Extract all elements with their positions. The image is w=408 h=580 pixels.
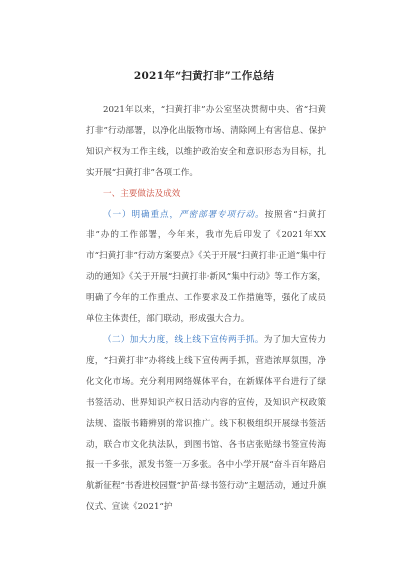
paragraph-1-lead-emphasis: 严密部署专项行动。 — [179, 209, 265, 220]
paragraph-1 — [86, 205, 326, 330]
paragraph-2-text: 为了加大宣传力度，“扫黄打非”办将线上线下宣传两手抓，营造浓厚氛围，净化文化市场。充分利用网络媒体平台，在新媒体平台进行了绿书签活动、世界知识产权日活动内容的宣传，及知识产权政策法规、盗版书籍辨别的常识推广。线下积极组织开展绿书签活动，联合市文化执法队，到图书馆、各书店张贴绿书签宣传海报一千多张，派发书签一万多张。各中小学开展“奋斗百年路启航新征程”书香进校园暨“护苗·绿书签行动”主题活动，通过升旗仪式、宣读《2021“护 — [86, 334, 326, 513]
paragraph-1-lead: （一）明确重点， — [103, 209, 180, 220]
document-body — [86, 100, 326, 518]
section-heading: 一、主要做法及成效 — [103, 188, 181, 199]
paragraph-2 — [86, 330, 326, 518]
document-title: 2021年“扫黄打非”工作总结 — [133, 70, 275, 82]
paragraph-1-text: 按照省“扫黄打非”办的工作部署，今年来，我市先后印发了《2021年XX市“扫黄打非”行动方案要点》《关于开展“扫黄打非·正道”集中行动的通知》《关于开展“扫黄打非·新风”集中行动》等工作方案，明确了今年的工作重点、工作要求及工作措施等，强化了成员单位主体责任，部门联动，形成强大合力。 — [86, 209, 326, 325]
intro-paragraph: 2021年以来，“扫黄打非”办公室坚决贯彻中央、省“扫黄打非”行动部署，以净化出版物市场、清除网上有害信息、保护知识产权为工作主线，以维护政治安全和意识形态为目标，扎实开展“扫黄打非”各项工作。 — [86, 105, 326, 178]
paragraph-2-lead: （二）加大力度，线上线下宣传两手抓。 — [103, 334, 264, 345]
